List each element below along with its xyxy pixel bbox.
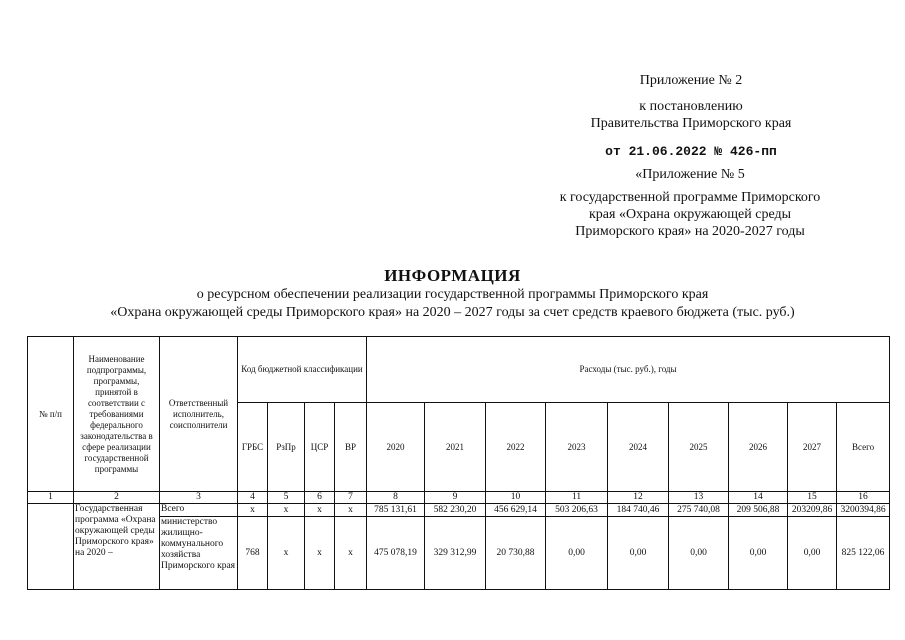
executor-cell: Всего: [160, 504, 238, 517]
appendix-ref: [560, 98, 822, 132]
header-expenses: Расходы (тыс. руб.), годы: [367, 337, 890, 403]
appendix-ref-line: к постановлению: [639, 99, 743, 114]
program-name-cell: Государственная программа «Охрана окружающей среды Приморского края» на 2020 –: [74, 504, 160, 590]
value-cell: 785 131,61: [367, 504, 425, 517]
column-number: 6: [305, 492, 335, 504]
appendix-program-line2: края «Охрана окружающей среды: [588, 207, 792, 222]
value-cell: 503 206,63: [546, 504, 608, 517]
value-cell: 475 078,19: [367, 517, 425, 590]
appendix-program-ref: [540, 166, 840, 240]
column-number: 11: [546, 492, 608, 504]
appendix-number: Приложение № 2: [639, 73, 743, 88]
grbs-cell: х: [238, 504, 268, 517]
column-number-row: [28, 492, 890, 504]
total-cell: 825 122,06: [837, 517, 890, 590]
document-subtitle-2: «Охрана окружающей среды Приморского края» на 2020 – 2027 годы за счет средств краевого бюджета (тыс. руб.): [110, 305, 795, 320]
column-number: 3: [160, 492, 238, 504]
header-year: 2022: [486, 403, 546, 492]
column-number: 8: [367, 492, 425, 504]
column-number: 16: [837, 492, 890, 504]
header-rzpr: РзПр: [268, 403, 305, 492]
header-program-name: Наименование подпрограммы, программы, принятой в соответствии с требованиями федерального законодательства в сфере реализации государственной программы: [74, 337, 160, 492]
header-csr: ЦСР: [305, 403, 335, 492]
value-cell: 0,00: [729, 517, 788, 590]
header-year: 2021: [425, 403, 486, 492]
table-row: [28, 504, 890, 517]
column-number: 14: [729, 492, 788, 504]
rzpr-cell: х: [268, 504, 305, 517]
header-year: 2025: [669, 403, 729, 492]
header-year: 2027: [788, 403, 837, 492]
row-number-cell: [28, 504, 74, 590]
header-year: 2026: [729, 403, 788, 492]
value-cell: 456 629,14: [486, 504, 546, 517]
value-cell: 0,00: [546, 517, 608, 590]
value-cell: 0,00: [669, 517, 729, 590]
value-cell: 209 506,88: [729, 504, 788, 517]
document-title: ИНФОРМАЦИЯ: [384, 266, 521, 285]
header-grbs: ГРБС: [238, 403, 268, 492]
header-total: Всего: [837, 403, 890, 492]
appendix-program-line1: к государственной программе Приморского: [559, 190, 821, 205]
header-year: 2024: [608, 403, 669, 492]
column-number: 9: [425, 492, 486, 504]
column-number: 12: [608, 492, 669, 504]
column-number: 5: [268, 492, 305, 504]
total-cell: 3200394,86: [837, 504, 890, 517]
grbs-cell: 768: [238, 517, 268, 590]
value-cell: 20 730,88: [486, 517, 546, 590]
header-budget-classification: Код бюджетной классификации: [238, 337, 367, 403]
header-vr: ВР: [335, 403, 367, 492]
value-cell: 329 312,99: [425, 517, 486, 590]
rzpr-cell: х: [268, 517, 305, 590]
csr-cell: х: [305, 517, 335, 590]
column-number: 1: [28, 492, 74, 504]
value-cell: 582 230,20: [425, 504, 486, 517]
appendix-program-line3: Приморского края» на 2020-2027 годы: [575, 224, 805, 239]
column-number: 15: [788, 492, 837, 504]
document-subtitle-1: о ресурсном обеспечении реализации государственной программы Приморского края: [196, 287, 709, 302]
header-executor: Ответственный исполнитель, соисполнители: [160, 337, 238, 492]
vr-cell: х: [335, 517, 367, 590]
vr-cell: х: [335, 504, 367, 517]
appendix-program-number: «Приложение № 5: [635, 167, 745, 182]
column-number: 10: [486, 492, 546, 504]
column-number: 7: [335, 492, 367, 504]
executor-cell: министерство жилищно-коммунального хозяйства Приморского края: [160, 517, 238, 590]
column-number: 2: [74, 492, 160, 504]
resource-table: [27, 336, 890, 590]
header-year: 2020: [367, 403, 425, 492]
value-cell: 203209,86: [788, 504, 837, 517]
column-number: 13: [669, 492, 729, 504]
value-cell: 184 740,46: [608, 504, 669, 517]
decree-date-number: от 21.06.2022 № 426-пп: [605, 144, 777, 159]
value-cell: 0,00: [608, 517, 669, 590]
value-cell: 0,00: [788, 517, 837, 590]
appendix-block: [560, 72, 822, 89]
column-number: 4: [238, 492, 268, 504]
value-cell: 275 740,08: [669, 504, 729, 517]
appendix-authority: Правительства Приморского края: [590, 116, 792, 131]
header-num: № п/п: [28, 337, 74, 492]
header-year: 2023: [546, 403, 608, 492]
csr-cell: х: [305, 504, 335, 517]
